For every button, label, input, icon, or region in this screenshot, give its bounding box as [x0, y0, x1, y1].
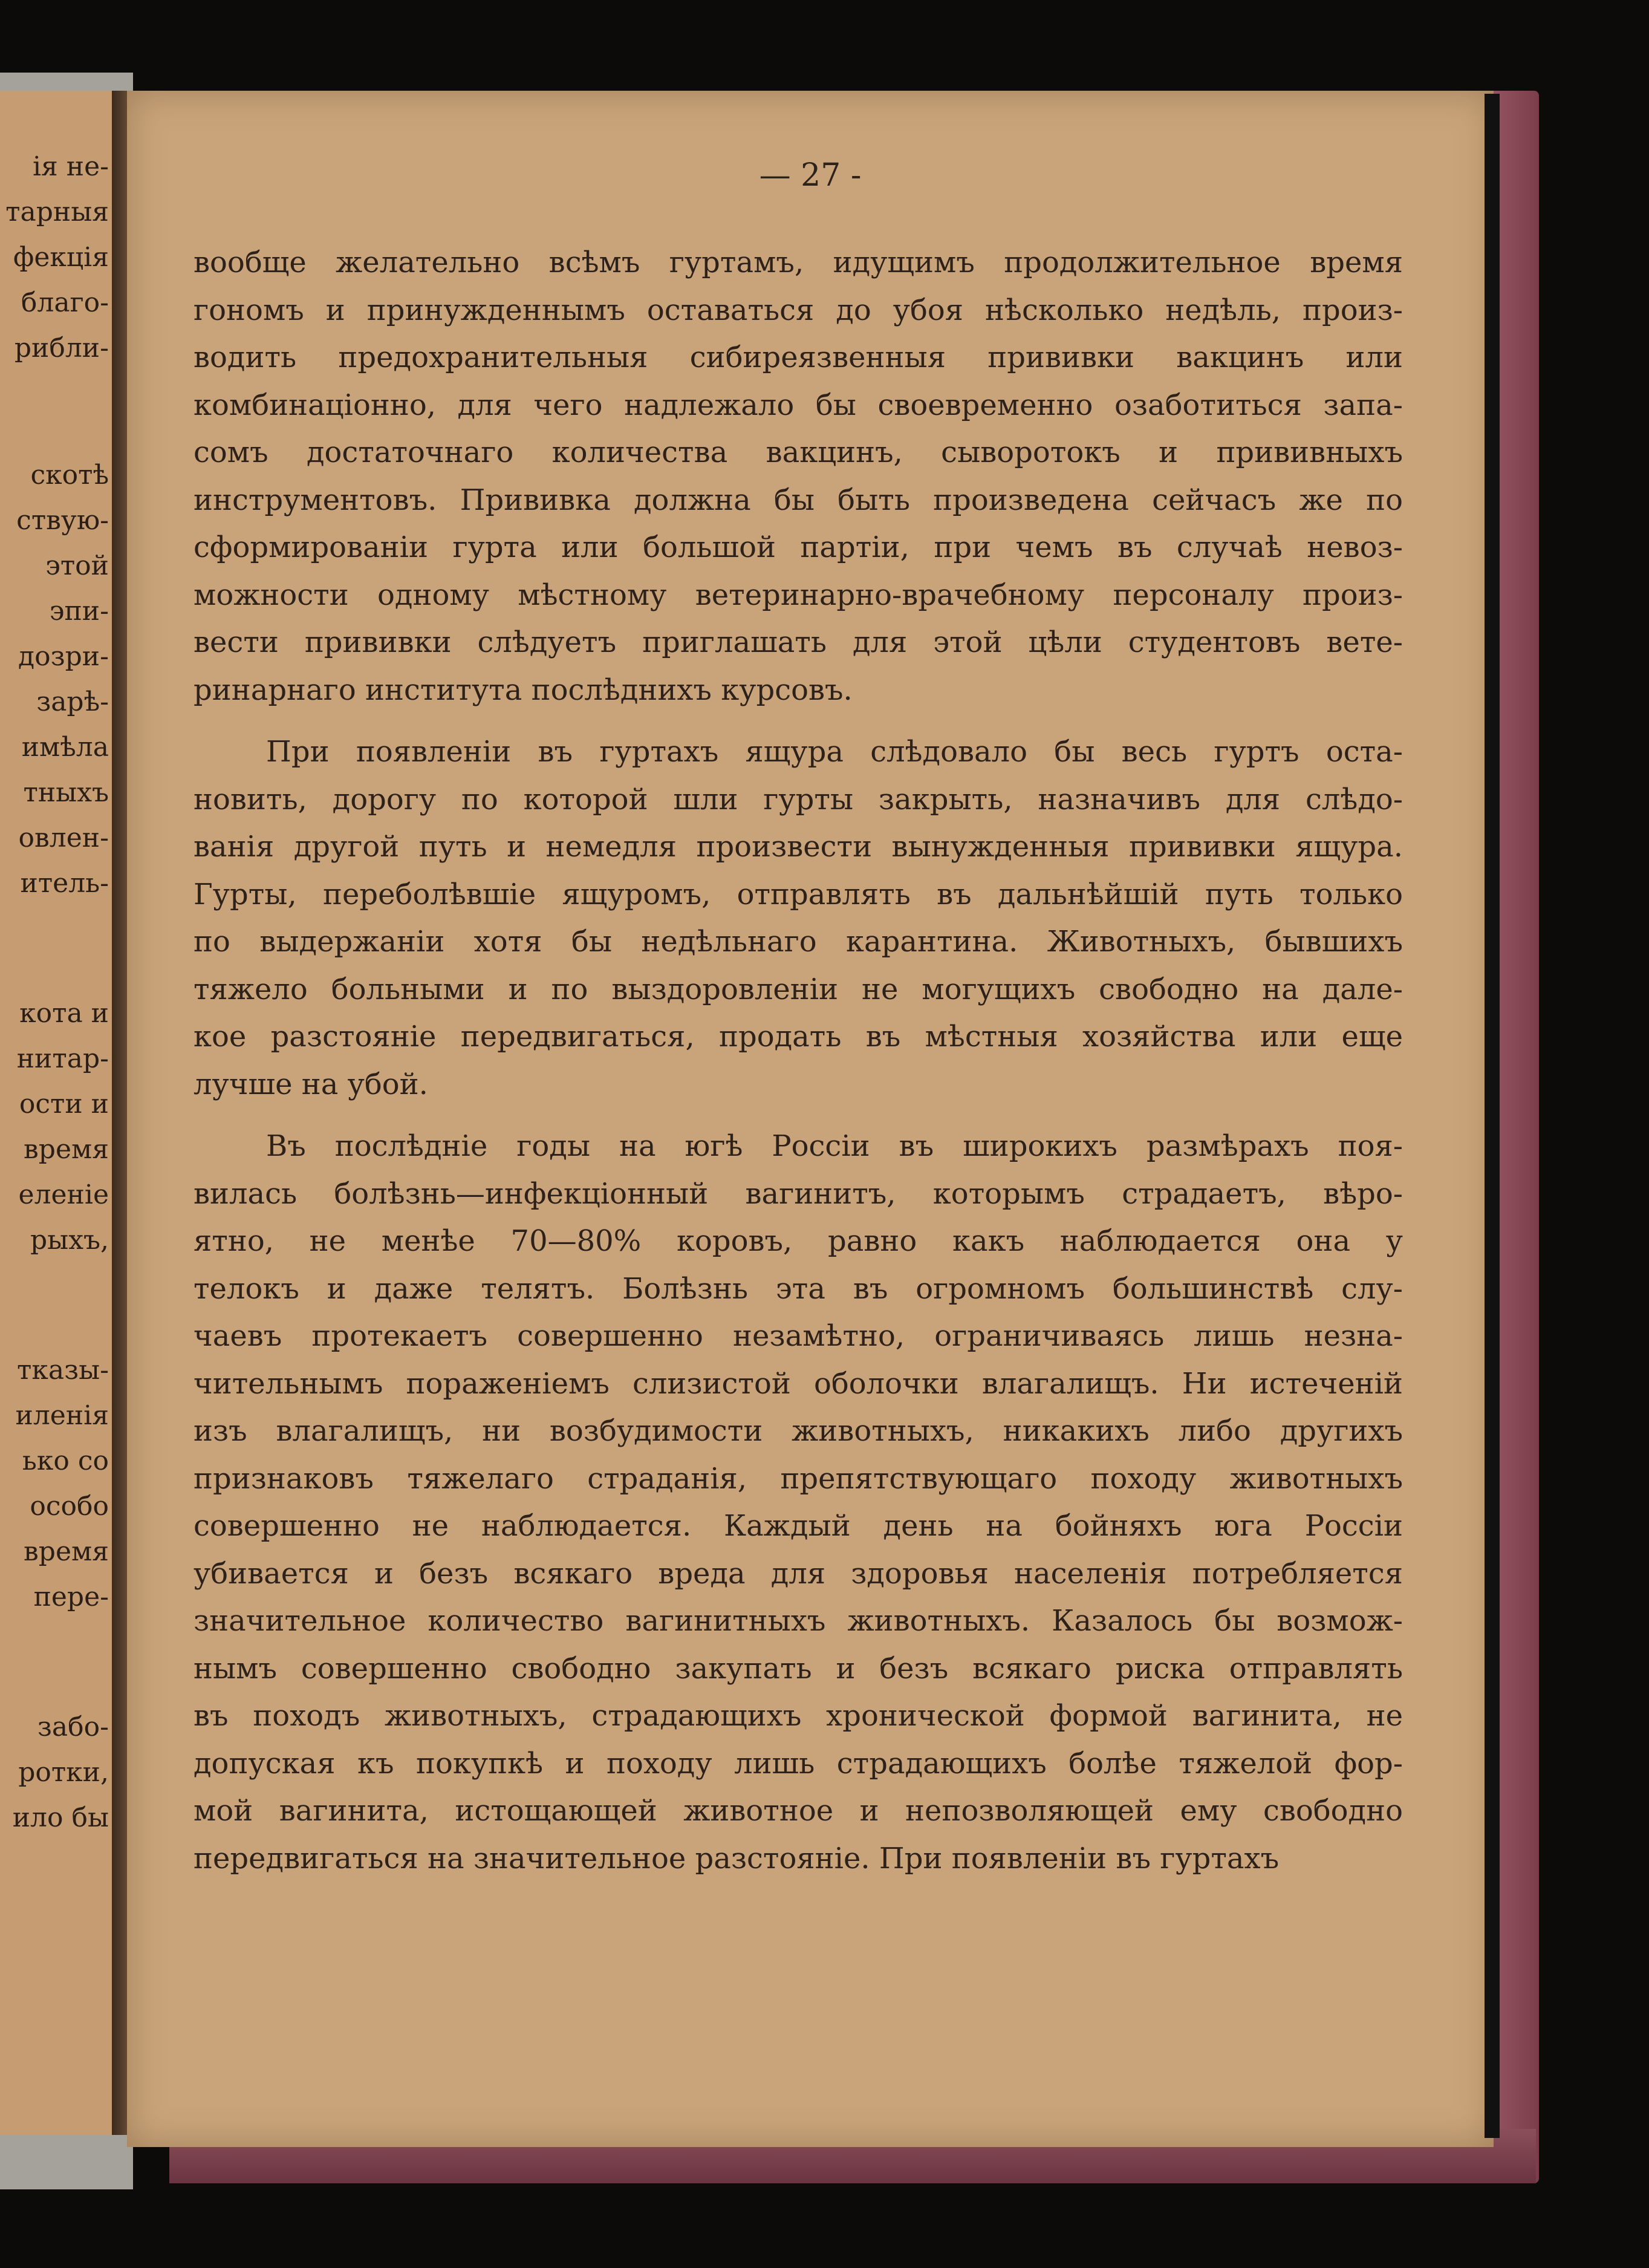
previous-page-line: рыхъ, — [30, 1225, 109, 1256]
previous-page-line: тказы- — [17, 1355, 109, 1386]
text-line: вести прививки слѣдуетъ приглашать для этой цѣли студентовъ вете- — [194, 625, 1403, 659]
previous-page-line: этой — [45, 550, 109, 581]
text-line: Гурты, переболѣвшіе ящуромъ, отправлять въ дальнѣйшій путь только — [194, 877, 1403, 911]
text-line: сформированіи гурта или большой партіи, при чемъ въ случаѣ невоз- — [194, 530, 1403, 564]
previous-page-line: дозри- — [18, 641, 109, 672]
previous-page-line: нитар- — [16, 1043, 109, 1074]
previous-page-line: тарныя — [5, 197, 109, 227]
text-line: комбинаціонно, для чего надлежало бы своевременно озаботиться запа- — [194, 388, 1403, 422]
text-line: инструментовъ. Прививка должна бы быть произведена сейчасъ же по — [194, 483, 1403, 517]
previous-page-line: скотѣ — [30, 460, 109, 490]
text-line: кое разстояніе передвигаться, продать въ мѣстныя хозяйства или еще — [194, 1020, 1403, 1054]
text-line: ятно, не менѣе 70—80% коровъ, равно какъ наблюдается она у — [194, 1224, 1403, 1258]
previous-page-line: ствую- — [16, 505, 109, 536]
previous-page-line: ило бы — [12, 1802, 109, 1833]
previous-page-fragment — [0, 91, 115, 2135]
previous-page-line: ротки, — [18, 1757, 109, 1788]
text-line: сомъ достаточнаго количества вакцинъ, сыворотокъ и прививныхъ — [194, 435, 1403, 469]
text-line: При появленіи въ гуртахъ ящура слѣдовало бы весь гуртъ оста- — [266, 735, 1403, 769]
previous-page-line: зарѣ- — [36, 686, 109, 717]
previous-page-line: овлен- — [18, 823, 109, 853]
previous-page-line: кота и — [19, 998, 109, 1029]
text-line: тяжело больными и по выздоровленіи не могущихъ свободно на дале- — [194, 972, 1403, 1006]
text-line: признаковъ тяжелаго страданія, препятствующаго походу животныхъ — [194, 1461, 1403, 1496]
previous-page-line: ости и — [19, 1089, 109, 1119]
previous-page-line: пере- — [33, 1582, 109, 1612]
text-line: водить предохранительныя сибиреязвенныя прививки вакцинъ или — [194, 341, 1403, 374]
text-line: вообще желательно всѣмъ гуртамъ, идущимъ продолжительное время — [194, 246, 1403, 279]
previous-page-line: время — [24, 1134, 109, 1165]
book-page — [127, 91, 1494, 2147]
page-number: — 27 - — [759, 157, 862, 194]
previous-page-line: имѣла — [21, 732, 109, 763]
text-line: по выдержаніи хотя бы недѣльнаго карантина. Животныхъ, бывшихъ — [194, 925, 1403, 959]
text-line: ванія другой путь и немедля произвести вынужденныя прививки ящура. — [194, 830, 1403, 864]
previous-page-line: ько со — [22, 1445, 109, 1476]
previous-page-line: еленіе — [18, 1179, 109, 1210]
text-line: чительнымъ пораженіемъ слизистой оболочки влагалищъ. Ни истеченій — [194, 1366, 1403, 1401]
paragraph — [194, 1123, 1403, 1882]
previous-page-line: время — [24, 1536, 109, 1567]
text-line: гономъ и принужденнымъ оставаться до убоя нѣсколько недѣль, произ- — [194, 293, 1403, 327]
text-line: новить, дорогу по которой шли гурты закрыть, назначивъ для слѣдо- — [194, 782, 1403, 816]
text-line: убивается и безъ всякаго вреда для здоровья населенія потребляется — [194, 1556, 1403, 1591]
text-line: совершенно не наблюдается. Каждый день на бойняхъ юга Россіи — [194, 1509, 1403, 1543]
text-line: ринарнаго института послѣднихъ курсовъ. — [194, 673, 853, 707]
previous-page-line: забо- — [37, 1712, 109, 1742]
previous-page-line: итель- — [20, 868, 109, 899]
previous-page-line: эпи- — [49, 596, 109, 627]
text-line: въ походъ животныхъ, страдающихъ хронической формой вагинита, не — [194, 1699, 1403, 1733]
previous-page-line: рибли- — [14, 333, 109, 363]
paragraph — [194, 728, 1403, 1108]
previous-page-line: особо — [30, 1491, 109, 1522]
text-line: мой вагинита, истощающей животное и непозволяющей ему свободно — [194, 1794, 1403, 1828]
text-line: чаевъ протекаетъ совершенно незамѣтно, ограничиваясь лишь незна- — [194, 1319, 1403, 1353]
text-line: можности одному мѣстному ветеринарно-врачебному персоналу произ- — [194, 578, 1403, 612]
text-line: значительное количество вагинитныхъ животныхъ. Казалось бы возмож- — [194, 1604, 1403, 1638]
previous-page-line: благо- — [21, 287, 109, 318]
text-line: лучше на убой. — [194, 1067, 428, 1101]
text-line: телокъ и даже телятъ. Болѣзнь эта въ огромномъ большинствѣ слу- — [194, 1271, 1403, 1306]
text-line: изъ влагалищъ, ни возбудимости животныхъ, никакихъ либо другихъ — [194, 1414, 1403, 1448]
text-line: передвигаться на значительное разстояніе. При появленіи въ гуртахъ — [194, 1841, 1280, 1875]
text-line: нымъ совершенно свободно закупать и безъ всякаго риска отправлять — [194, 1651, 1403, 1686]
previous-page-line: фекція — [13, 242, 109, 273]
previous-page-line: иленія — [15, 1400, 109, 1431]
text-line: Въ послѣдніе годы на югѣ Россіи въ широкихъ размѣрахъ поя- — [266, 1129, 1403, 1163]
text-line: вилась болѣзнь—инфекціонный вагинитъ, которымъ страдаетъ, вѣро- — [194, 1176, 1403, 1211]
text-line: допуская къ покупкѣ и походу лишь страдающихъ болѣе тяжелой фор- — [194, 1746, 1403, 1781]
previous-page-line: ія не- — [32, 151, 109, 182]
previous-page-line: тныхъ — [23, 777, 109, 808]
page-edge-shadow — [1485, 94, 1500, 2138]
paragraph — [194, 239, 1403, 714]
page-text — [194, 239, 1403, 1882]
